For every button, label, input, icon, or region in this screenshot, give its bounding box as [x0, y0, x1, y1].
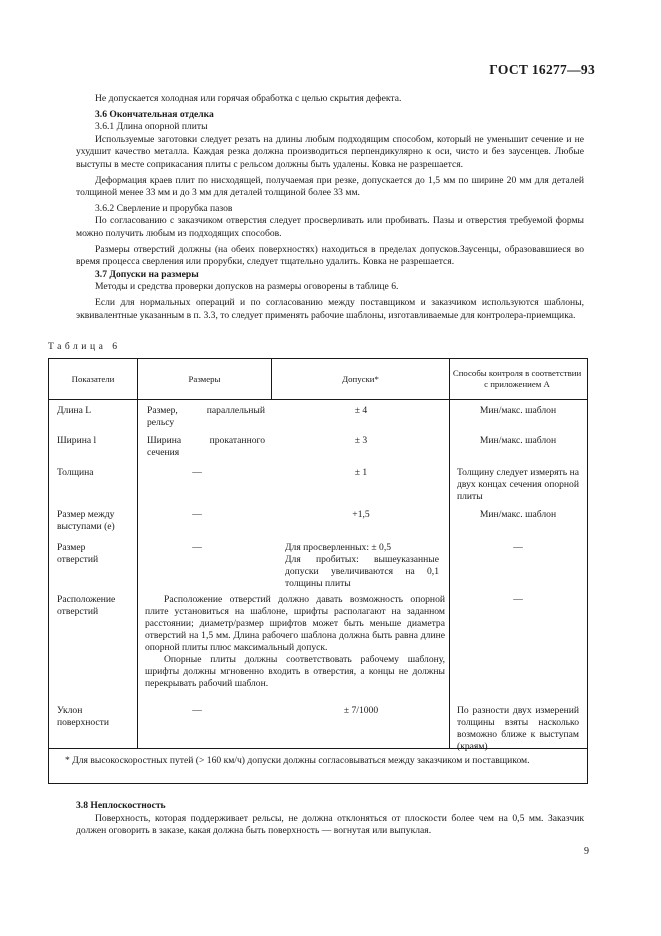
- column-divider: [137, 359, 138, 748]
- cell-indicator: Ширина l: [57, 435, 97, 446]
- cell-indicator: Размер между выступами (e): [57, 509, 115, 532]
- paragraph: Не допускается холодная или горячая обработка с целью скрытия дефекта.: [95, 93, 402, 104]
- cell-control: —: [513, 542, 523, 553]
- paragraph: По согласованию с заказчиком отверстия следует просверливать или пробивать. Пазы и отверстия требуемой формы можно получить любым из подходящих способов.: [76, 215, 584, 239]
- header-sizes: Размеры: [188, 373, 221, 384]
- top-text-block: [76, 93, 584, 322]
- merged-text-2: Опорные плиты должны соответствовать рабочему шаблону, шрифты должны мгновенно входить в отверстия, а концы не должны перекрывать рабочий шаблон.: [145, 654, 445, 689]
- cell-control: Мин/макс. шаблон: [479, 435, 557, 446]
- merged-text-1: Расположение отверстий должно давать возможность опорной плите установиться на шаблоне, шрифты располагают на заданном расстоянии; диаметр/размер шрифтов может быть меньше диаметра отверстий на 1,5 мм. Длина рабочего шаблона должна быть равна длине опорной плиты плюс максимальный допуск.: [145, 594, 445, 653]
- section-heading: 3.7 Допуски на размеры: [95, 268, 199, 280]
- cell-merged-requirement: [145, 594, 445, 690]
- paragraph: Если для нормальных операций и по согласованию между поставщиком и заказчиком используются шаблоны, эквивалентные указанным в п. 3.3, то следует применять рабочие шаблоны, изготавливаемые для контролера-приемщика.: [76, 296, 584, 321]
- cell-size: —: [192, 509, 202, 520]
- subsection-heading: 3.6.1 Длина опорной плиты: [95, 121, 208, 133]
- paragraph: Размеры отверстий должны (на обеих поверхностях) находиться в пределах допусков.Заусенцы, образовавшиеся во время процесса сверления или прорубки, следует тщательно удалить. Ковка не разрешается.: [76, 243, 584, 268]
- cell-indicator: Уклон поверхности: [57, 705, 110, 728]
- cell-size: Размер, параллельный рельсу: [147, 405, 265, 428]
- cell-size: —: [192, 467, 202, 478]
- paragraph: Деформация краев плит по нисходящей, получаемая при резке, допускается до 1,5 мм по ширине 20 мм для деталей толщиной менее 33 мм и до 3 мм для деталей толщиной более 33 мм.: [76, 174, 584, 199]
- section-heading: 3.8 Неплоскостность: [76, 800, 166, 811]
- bottom-text-block: [76, 800, 584, 838]
- paragraph: Используемые заготовки следует резать на длины любым подходящим способом, который не уменьшит сечение и не ухудшит качество металла. Каждая резка должна производиться перпендикулярно к оси, чисто и без заусенцев. Любые выступы в месте соприкасания плиты с рельсом должны быть удалены. Ковка не разрешается.: [76, 133, 584, 170]
- paragraph: Поверхность, которая поддерживает рельсы, не должна отклоняться от плоскости более чем на 0,5 мм. Заказчик должен оговорить в заказе, какая должна быть поверхность — вогнутая или выпуклая.: [76, 812, 584, 837]
- table-footnote: * Для высокоскоростных путей (> 160 км/ч) допуски должны согласовываться между заказчиком и поставщиком.: [65, 755, 530, 766]
- page-number: 9: [584, 846, 589, 857]
- cell-indicator: Длина L: [57, 405, 92, 416]
- cell-tolerance: Для просверленных: ± 0,5 Для пробитых: вышеуказанные допуски увеличиваются на 0,1 толщины плиты: [285, 542, 439, 589]
- cell-tolerance: ± 3: [354, 435, 368, 446]
- paragraph: Методы и средства проверки допусков на размеры оговорены в таблице 6.: [95, 281, 399, 293]
- cell-tolerance: +1,5: [352, 509, 370, 520]
- document-code: ГОСТ 16277—93: [489, 62, 595, 77]
- header-indicators: Показатели: [71, 373, 115, 384]
- cell-control: Мин/макс. шаблон: [479, 509, 557, 520]
- footnote-divider: [49, 748, 587, 749]
- cell-size: —: [192, 705, 202, 716]
- cell-control: —: [513, 594, 523, 605]
- cell-control: Мин/макс. шаблон: [479, 405, 557, 416]
- cell-indicator: Толщина: [57, 467, 94, 478]
- section-heading: 3.6 Окончательная отделка: [95, 108, 214, 120]
- header-control-methods: Способы контроля в соответствии с приложением А: [452, 368, 582, 389]
- cell-indicator: Размер отверстий: [57, 542, 99, 565]
- cell-size: —: [192, 542, 202, 553]
- cell-indicator: Расположение отверстий: [57, 594, 116, 617]
- cell-control: Толщину следует измерять на двух концах сечения опорной плиты: [457, 467, 579, 502]
- cell-size: Ширина прокатанного сечения: [147, 435, 265, 458]
- subsection-heading: 3.6.2 Сверление и прорубка пазов: [95, 202, 233, 214]
- tolerance-table: [48, 358, 588, 784]
- cell-control: По разности двух измерений толщины взяты насколько возможно ближе к выступам (краям): [457, 705, 579, 752]
- column-divider: [449, 359, 450, 748]
- cell-tolerance: ± 1: [354, 467, 368, 478]
- table-caption: Таблица 6: [48, 341, 121, 352]
- cell-tolerance: ± 4: [354, 405, 368, 416]
- cell-tolerance: ± 7/1000: [343, 705, 379, 716]
- header-tolerances: Допуски*: [342, 373, 379, 384]
